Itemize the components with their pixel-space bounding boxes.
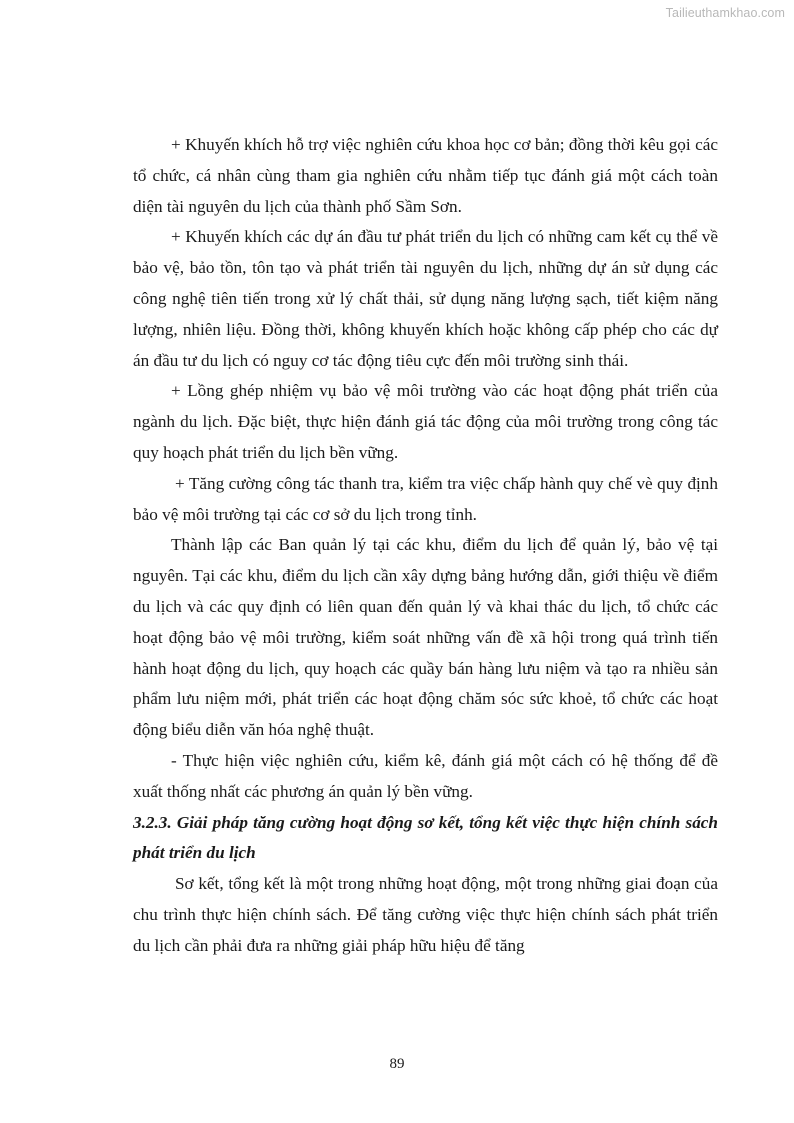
document-body <box>133 130 718 962</box>
paragraph-research-support: + Khuyến khích hỗ trợ việc nghiên cứu khoa học cơ bản; đồng thời kêu gọi các tổ chức, cá nhân cùng tham gia nghiên cứu nhằm tiếp tục đánh giá một cách toàn diện tài nguyên du lịch của thành phố Sầm Sơn. <box>133 135 718 216</box>
paragraph-investment-projects: + Khuyến khích các dự án đầu tư phát triển du lịch có những cam kết cụ thể về bảo vệ, bảo tồn, tôn tạo và phát triển tài nguyên du lịch, những dự án sử dụng các công nghệ tiên tiến trong xử lý chất thải, sử dụng năng lượng sạch, tiết kiệm năng lượng, nhiên liệu. Đồng thời, không khuyến khích hoặc không cấp phép cho các dự án đầu tư du lịch có nguy cơ tác động tiêu cực đến môi trường sinh thái. <box>133 227 718 370</box>
paragraph-systematic-research: - Thực hiện việc nghiên cứu, kiểm kê, đánh giá một cách có hệ thống để đề xuất thống nhất các phương án quản lý bền vững. <box>133 750 718 801</box>
section-heading: 3.2.3. Giải pháp tăng cường hoạt động sơ kết, tổng kết việc thực hiện chính sách phát triển du lịch <box>133 812 718 863</box>
paragraph-review-summary: Sơ kết, tổng kết là một trong những hoạt động, một trong những giai đoạn của chu trình thực hiện chính sách. Để tăng cường việc thực hiện chính sách phát triển du lịch cần phải đưa ra những giải pháp hữu hiệu để tăng <box>133 874 718 955</box>
paragraph-environment-integration: + Lồng ghép nhiệm vụ bảo vệ môi trường vào các hoạt động phát triển của ngành du lịch. Đặc biệt, thực hiện đánh giá tác động của môi trường trong công tác quy hoạch phát triển du lịch bền vững. <box>133 381 718 462</box>
page-number: 89 <box>389 1056 405 1072</box>
watermark: Tailieuthamkhao.com <box>665 6 785 20</box>
paragraph-management-boards: Thành lập các Ban quản lý tại các khu, điểm du lịch để quản lý, bảo vệ tại nguyên. Tại các khu, điểm du lịch cần xây dựng bảng hướng dẫn, giới thiệu về điểm du lịch và các quy định có liên quan đến quản lý và khai thác du lịch, tổ chức các hoạt động bảo vệ môi trường, kiểm soát những vấn đề xã hội trong quá trình tiến hành hoạt động du lịch, quy hoạch các quầy bán hàng lưu niệm và tạo ra nhiều sản phẩm lưu niệm mới, phát triển các hoạt động chăm sóc sức khoẻ, tổ chức các hoạt động biểu diễn văn hóa nghệ thuật. <box>133 535 718 740</box>
paragraph-inspection: + Tăng cường công tác thanh tra, kiểm tra việc chấp hành quy chế vè quy định bảo vệ môi trường tại các cơ sở du lịch trong tỉnh. <box>133 473 718 524</box>
